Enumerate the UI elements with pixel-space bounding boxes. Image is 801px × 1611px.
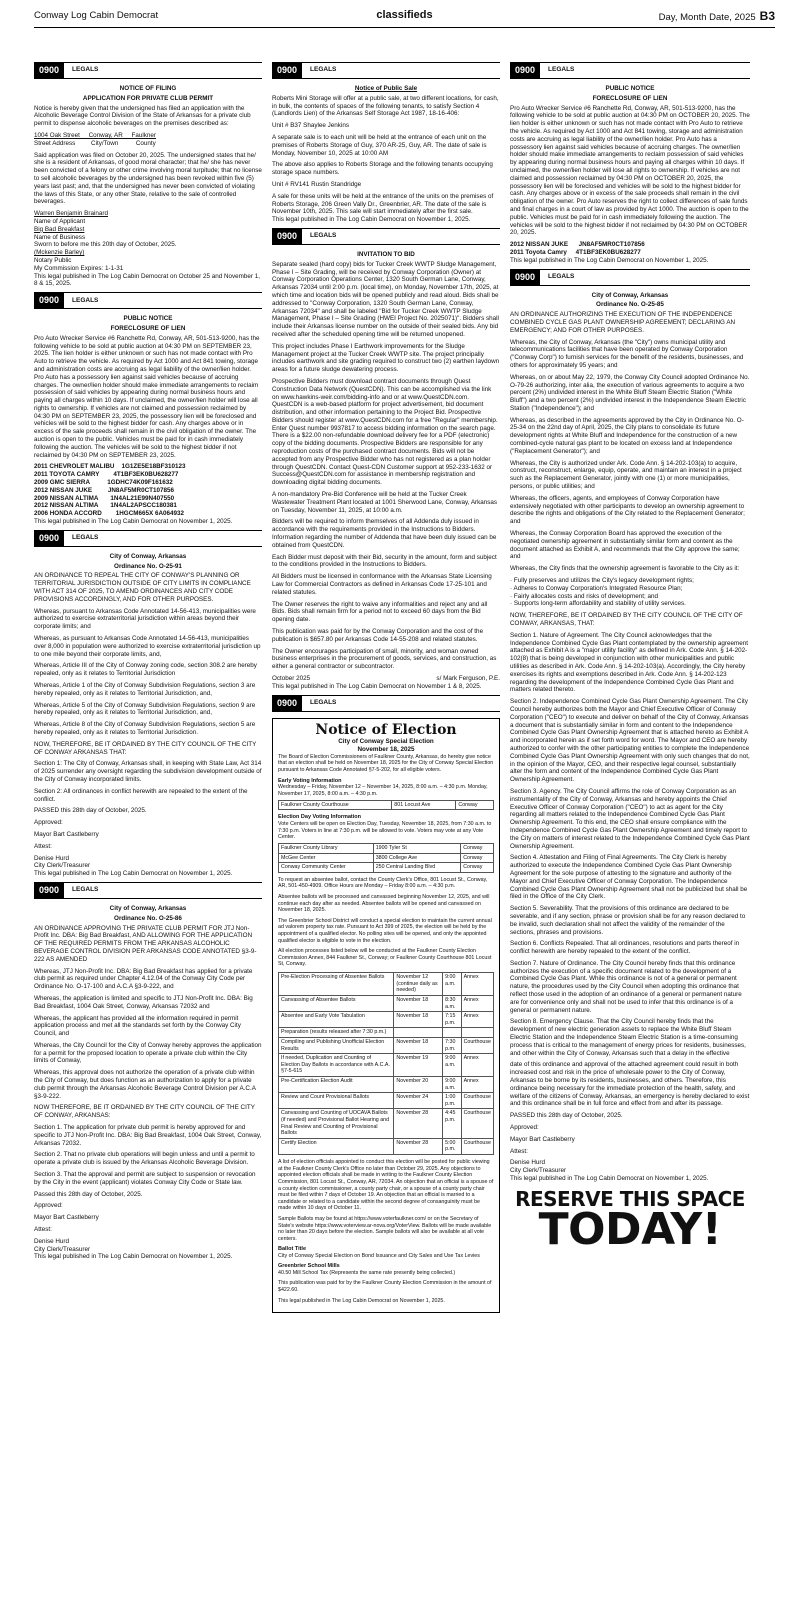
legals-bar: 0900 LEGALS	[34, 62, 262, 79]
column-3	[510, 58, 750, 1255]
section-name: classifieds	[376, 9, 433, 21]
reserve-space-ad[interactable]: RESERVE THIS SPACE TODAY!	[510, 1189, 750, 1251]
notice-foreclosure-sep: PUBLIC NOTICE FORECLOSURE OF LIEN Pro Auto Wrecker Service #6 Ranchette Rd, Conway, AR, 501-513-9200, has the following vehicle to be sold at public auction at 04:30 PM on SEPTEMBER 23, 2025. The lien holder is either unknown or such has not made contact with Pro Auto to retrieve the vehicle. As required by Act 1000 and Act 841 towing, storage and administration costs are accruing as legal liability of the owner/lien holder. Pro Auto has a possessory lien against said vehicles because of accruing charges. The owner/lien holder should make immediate arrangements to reclaim possession of said vehicles by appearing during normal business hours and paying all charges within 10 days. If unclaimed, the owner/lien holder will lose all rights to ownership. If vehicles are not claimed and possession reclaimed by 04:30 PM on SEPTEMBER 23, 2025, the possessory lien will be foreclosed and vehicles will be sold to the highest bidder for cash. Any charges above or in excess of the sale proceeds shall remain in the civil obligation of the owner. The auction is open to the public. Vehicles must be paid for in cash immediately following the auction. The vehicles will be sold to the highest bidder if not reclaimed by 04:30 PM on SEPTEMBER 23, 2025. 2011 CHEVROLET MALIBU 1G1ZE5E18BF310123 2011 TOYOTA CAMRY 4T1BF3EK0BU628277 2009 GMC SIERRA 1GDHC74K09F161632 2012 NISSAN JUKE JN8AF5MR0CT107856 2009 NISSAN ALTIMA 1N4AL21E99N407550 2012 NISSAN ALTIMA 1N4AL2APSCC180381 2006 HONDA ACCORD 1HGCM665X 6A064932 This legal published in The Log Cabin Democrat on November 1, 2025.	[34, 315, 262, 526]
early-voting-table: Faulkner County Courthouse 801 Locust Ave Conway	[278, 800, 494, 811]
notice-private-club: NOTICE OF FILING APPLICATION FOR PRIVATE CLUB PERMIT Notice is hereby given that the undersigned has filed an application with the Alcoholic Beverage Control Division of the State of Arkansas for a private club permit to dispense alcoholic beverages on the premises described as: 1004 Oak Street Conway, AR Faulkner Street Address City/Town County Said application was filed on October 20, 2025. The undersigned states that he/ she is a resident of Arkansas, of good moral character; that he/ she has never been convicted of a felony or other crime involving moral turpitude; that no license to sell alcoholic beverages by the undersigned has been revoked within five (5) years last past; and, that the undersigned has never been convicted of violating the laws of this State, or any other State, relative to the sale of controlled beverages. Warren Benjamin Brainard Name of Applicant Big Bad Breakfast Name of Business Sworn to before me this 20th day of October, 2025. (Mckenzie Barley) Notary Public My Commission Expires: 1-1-31 This legal published in The Log Cabin Democrat on October 25 and November 1, 8 & 15, 2025.	[34, 85, 262, 288]
legals-bar: 0900 LEGALS	[272, 62, 500, 79]
vote-centers-table: Faulkner County Library 1900 Tyler St Conway McGee Center 3800 College Ave Conway Conway Community Center 250 Central Landing Blvd Conway	[278, 843, 494, 873]
legals-bar: 0900 LEGALS	[34, 530, 262, 547]
invitation-to-bid: INVITATION TO BID Separate sealed (hard copy) bids for Tucker Creek WWTP Sludge Management, Phase I – Site Grading, will be received by Conway Corporation (Owner) at Conway Corporation Operations Center, 1320 South German Lane, Conway, Arkansas 72034 until 2:00 p.m. (local time), on Monday, November 17th, 2025, at which time and location bids will be opened publicly and read aloud. Bids shall be addressed to "Conway Corporation, 1320 South German Lane, Conway, Arkansas 72034" and shall be labeled "Bid for Tucker Creek WWTP Sludge Management, Phase I – Site Grading (HWEI Project No. 2025071)". Bidders shall include their Arkansas license number on the outside of their sealed bids. Any bid received after the scheduled opening time will be returned unopened. This project includes Phase I Earthwork improvements for the Sludge Management project at the Tucker Creek WWTP site. The project principally includes earthwork and site grading required to construct two (2) earthen laydown areas for a future sludge dewatering process. Prospective Bidders must download contract documents through Quest Construction Data Network (QuestCDN). This can be accomplished via the link on www.hawkins-weir.com/bidding-info and or at www.QuestCDN.com. QuestCDN is a web-based platform for project advertisement, bid document distribution, and other information pertaining to the Project Bid. Prospective Bidders should register at www.QuestCDN.com for a free "Regular" membership. Enter Quest number 9937817 to access bidding information on the search page. There is a $22.00 non-refundable download delivery fee for a PDF (electronic) copy of the bidding documents. Prospective Bidders are responsible for any reproduction costs of the purchased contract documents. Bids will not be accepted from any Prospective Bidder who has not registered as a plan holder through QuestCDN. Contact Quest-CDN Customer support at 952-233-1632 or Success@QuestCDN.com for assistance in membership registration and downloading digital bidding documents. A non-mandatory Pre-Bid Conference will be held at the Tucker Creek Wastewater Treatment Plant located at 1001 Sherwood Lane, Conway, Arkansas on Tuesday, November 11, 2025, at 10:00 a.m. Bidders will be required to inform themselves of all Addenda duly issued in accordance with the requirements provided in the Instructions to Bidders. Information regarding the number of Addenda that have been duly issued can be obtained from QuestCDN. Each Bidder must deposit with their Bid, security in the amount, form and subject to the conditions provided in the Instructions to Bidders. All Bidders must be licensed in conformance with the Arkansas State Licensing Law for Commercial Contractors as defined in Arkansas Code 17-25-101 and related statutes. The Owner reserves the right to waive any informalities and reject any and all Bids. Bids shall remain firm for a period not to exceed 60 days from the Bid opening date. This publication was paid for by the Conway Corporation and the cost of the publication is $657.80 per Arkansas Code 14-55-208 and related statutes. The Owner encourages participation of small, minority, and woman owned business enterprises in the procurement of goods, services, and construction, as either a general contractor or subcontractor. October 2025 s/ Mark Ferguson, P.E. This legal published in The Log Cabin Democrat on November 1 & 8, 2025.	[272, 250, 500, 690]
header-date: Day, Month Date, 2025 B3	[658, 9, 775, 23]
notice-of-election: Notice of Election City of Conway Special Election November 18, 2025 The Board of Election Commissioners of Faulkner County, Arkansas, do hereby give notice that an election shall be held on November 18, 2025 for the City of Conway Special Election pursuant to Arkansas Code Annotated §7-5-202, for all eligible voters. Early Voting Information Wednesday – Friday, November 12 – November 14, 2025, 8:00 a.m. – 4:30 p.m. Monday, November 17, 2025, 8:00 a.m. – 4:30 p.m. Faulkner County Courthouse 801 Locust Ave Conway Election Day Voting Information Vote Centers will be open on Election Day, Tuesday, November 18, 2025, from 7:30 a.m. to 7:30 p.m. Voters in line at 7:30 p.m. will be allowed to vote. Voters may vote at any Vote Center. Faulkner County Library 1900 Tyler St Conway McGee Center 3800 College Ave Conway Conway Community Center 250 Central Landing Blvd Conway To request an absentee ballot, contact the County Clerk's Office, 801 Locust St., Conway, AR, 501-450-4909. Office Hours are Monday – Friday 8:00 a.m. – 4:30 p.m. Absentee ballots will be processed and canvassed beginning November 12, 2025, and will continue each day after as needed. Absentee ballots will be opened and canvassed on November 18, 2025. The Greenbrier School District will conduct a special election to maintain the current annual ad valorem property tax rate. Pursuant to Act 399 of 2025, the election will be held by the appointment of a qualified elector. No polling sites will be opened, and only the appointed qualified elector is eligible to vote in the election. All election processes listed below will be conducted at the Faulkner County Election Commission Annex, 844 Faulkner St., Conway; or Faulkner County Courthouse 801 Locust St, Conway. Pre-Election Processing of Absentee Ballots November 12 (continue daily as needed) 9:00 a.m. Annex Canvassing of Absentee Ballots November 18 8:30 a.m. Annex Absentee and Early Vote Tabulation November 18 7:15 p.m. Annex Preparation (results released after 7:30 p.m.) Compiling and Publishing Unofficial Election Results November 18 7:30 p.m. Courthouse If needed, Duplication and Counting of Election Day Ballots in accordance with A.C.A. §7-5-615 November 19 9:00 a.m. Annex Pre-Certification Election Audit November 20 9:00 a.m. Annex Review and Count Provisional Ballots November 24 1:00 p.m. Courthouse Canvassing and Counting of UOCAVA Ballots (if needed) and Provisional Ballot Hearing and Final Review and Counting of Provisional Ballots November 28 4:45 p.m. Courthouse Certify Election November 28 5:00 p.m. Courthouse A list of election officials appointed to conduct this election will be posted for public viewing at the Faulkner County Clerk's Office no later than October 29, 2025. Any objections to appointed election officials shall be made in writing to the Faulkner County Election Commission, 801 Locust St., Conway, AR, 72034. An objection that an official is a spouse of a county election commissioner, a county party chair, or a spouse of a county party chair must be filed within 7 days of October 19. An objection that an official is married to a candidate or related to a candidate within the second degree of consanguinity must be made within 10 days of October 11. Sample Ballots may be found at https://www.voterfaulkner.com/ or on the Secretary of State's website https://www.voterview.ar-nova.org/VoterView. Ballots will be made available no later than 20 days before the election. Sample ballots will also be available at all vote centers. Ballot Title City of Conway Special Election on Bond Issuance and City Sales and Use Tax Levies Greenbrier School Mills 40.50 Mill School Tax (Represents the same rate presently being collected.) This publication was paid for by the Faulkner County Election Commission in the amount of $422.60. This legal published in The Log Cabin Democrat on November 1, 2025.	[272, 718, 500, 1314]
legals-bar: 0900 LEGALS	[510, 62, 750, 79]
ordinance-o-25-85: City of Conway, Arkansas Ordinance No. O-25-85 AN ORDINANCE AUTHORIZING THE EXECUTION OF THE INDEPENDENCE COMBINED CYCLE GAS PLANT OWNERSHIP AGREEMENT; DECLARING AN EMERGENCY; AND FOR OTHER PURPOSES. Whereas, the City of Conway, Arkansas (the "City") owns municipal utility and telecommunications facilities that have been operated by Conway Corporation ("Conway Corp") to furnish services for the benefit of the residents, businesses, and others for approximately 95 years; and Whereas, on or about May 22, 1979, the Conway City Council adopted Ordinance No. O-79-26 authorizing, inter alia, the execution of various agreements to acquire a two percent (2%) undivided interest in the White Bluff Steam Electric Station ("White Bluff") and a two percent (2%) undivided interest in the Independence Steam Electric Station ("Independence"); and Whereas, as described in the agreements approved by the City in Ordinance No. O-25-34 on the 22nd day of April, 2025, the City plans to consolidate its future development rights at White Bluff and Independence for the construction of a new combined-cycle natural gas plant to be located on excess land at Independence ("Replacement Generator"); and Whereas, the City is authorized under Ark. Code Ann. § 14-202-103(a) to acquire, construct, reconstruct, enlarge, equip, operate, and maintain an interest in a project such as the Replacement Generator, jointly with one (1) or more municipalities, persons, or public utilities; and Whereas, the officers, agents, and employees of Conway Corporation have extensively negotiated with other participants to develop an ownership agreement to describe the rights and obligations of the City related to the Replacement Generator; and Whereas, the Conway Corporation Board has approved the execution of the negotiated ownership agreement in substantially similar form and content as the document attached as Exhibit A, and recommends that the City approve the same; and Whereas, the City finds that the ownership agreement is favorable to the City as it: · Fully preserves and utilizes the City's legacy development rights; · Adheres to Conway Corporation's Integrated Resource Plan; · Fairly allocates costs and risks of development; and · Supports long-term affordability and stability of utility services. NOW, THEREFORE, BE IT ORDAINED BY THE CITY COUNCIL OF THE CITY OF CONWAY, ARKANSAS, THAT: Section 1. Nature of Agreement. The City Council acknowledges that the Independence Combined Cycle Gas Plant contemplated by the ownership agreement attached as Exhibit A is a "major utility facility" as defined in Ark. Code Ann. § 14-202-102(8) that is being developed in conjunction with other municipalities and public utilities as described in Ark. Code Ann. § 14-202-103(a). Accordingly, the City hereby exercises its rights and exemptions described in Ark. Code Ann. § 14-202-123 regarding the development of the Independence Combined Cycle Gas Plant and matters related thereto. Section 2. Independence Combined Cycle Gas Plant Ownership Agreement. The City Council hereby authorizes both the Mayor and Chief Executive Officer of Conway Corporation ("CEO") to execute and deliver on behalf of the City of Conway, Arkansas a document that is substantially similar in form and content to the Independence Combined Cycle Gas Plant Ownership Agreement that is attached hereto as Exhibit A and incorporated herein as if set forth word for word. The Mayor and CEO are hereby authorized to confer with the other participating entities to complete the Independence Combined Cycle Gas Plant Ownership Agreement with only such changes that do not, in the opinion of the Mayor, CEO, and their respective legal counsel, substantially alter the form and content of the Independence Combined Cycle Gas Plant Ownership Agreement. Section 3. Agency. The City Council affirms the role of Conway Corporation as an instrumentality of the City of Conway, Arkansas and hereby appoints the Chief Executive Officer of Conway Corporation ("CEO") to act as agent for the City regarding all matters related to the Independence Combined Cycle Gas Plant Ownership Agreement. To this end, the CEO shall ensure compliance with the Independence Combined Cycle Gas Plant Ownership Agreement and timely report to the City on matters of interest related to the Independence Combined Cycle Gas Plant Ownership Agreement. Section 4. Attestation and Filing of Final Agreements. The City Clerk is hereby authorized to execute the Independence Combined Cycle Gas Plant Ownership Agreement for the sole purpose of attesting to the signature and authority of the Mayor and Chief Executive Officer of Conway Corporation. The Independence Combined Cycle Gas Plant Ownership Agreement shall not be publicized but shall be filed in the Office of the City Clerk. Section 5. Severability. That the provisions of this ordinance are declared to be severable, and if any section, phrase or provision shall be for any reason declared to be invalid, such declaration shall not affect the validity of the remainder of the sections, phrases and provisions. Section 6. Conflicts Repealed. That all ordinances, resolutions and parts thereof in conflict herewith are hereby repealed to the extent of the conflict. Section 7. Nature of Ordinance. The City Council hereby finds that this ordinance authorizes the execution of a specific document related to the development of a Combined Cycle Gas Plant. While this ordinance is not of a general or permanent nature, the procedures used by the City Council when adopting this ordinance that reflect those used in the adoption of an ordinance of a general or permanent nature are for convenience only and shall not be used to infer that this ordinance is of a general or permanent nature. Section 8. Emergency Clause. That the City Council hereby finds that the development of new electric generation assets to replace the White Bluff Steam Electric Station and the Independence Steam Electric Station is a time-consuming process that is critical to the management of energy prices for residents, businesses, and other within the City of Conway, Arkansas such that a delay in the effective date of this ordinance and approval of the attached agreement could result in both increased cost and risk in the price of wholesale power to the City of Conway, Arkansas to be borne by its residents, businesses, and others. Therefore, this ordinance being necessary for the immediate protection of the health, safety, and welfare of the citizens of Conway, Arkansas, an emergency is hereby declared to exist and this ordinance shall be in full force and effect from and after its passage. PASSED this 28th day of October, 2025. Approved: Mayor Bart Castleberry Attest: Denise Hurd City Clerk/Treasurer This legal published in The Log Cabin Democrat on November 1, 2025.	[510, 291, 750, 1183]
vehicle-list: 2012 NISSAN JUKE JN8AF5MR0CT107856 2011 Toyota Camry 4T1BF3EK0BU628277	[510, 241, 645, 256]
page-header	[34, 4, 775, 28]
legals-bar: 0900 LEGALS	[272, 695, 500, 712]
notice-public-sale: Notice of Public Sale Roberts Mini Storage will offer at a public sale, at two different locations, for cash, in bulk, the contents of spaces of the following tenants, to satisfy Section 4 (Landlords Lien) of the Arkansas Self Storage Act 1987, 18-16-406: Unit # B37 Shaylee Jenkins A separate sale is to each unit will be held at the entrance of each unit on the premises of Roberts Storage of Guy, 370 AR-25, Guy, AR. The date of sale is Monday, November 10, 2025 at 10:00 AM The above also applies to Roberts Storage and the following tenants occupying storage space numbers. Unit # RV141 Rustin Standridge A sale for these units will be held at the entrance of the units on the premises of Roberts Storage, 206 Green Vally Dr., Greenbrier, AR. The date of the sale is November 10th, 2025. This sale will start immediately after the first sale. This legal published in The Log Cabin Democrat on November 1, 2025.	[272, 85, 499, 224]
vehicle-list: 2011 CHEVROLET MALIBU 1G1ZE5E18BF310123 2011 TOYOTA CAMRY 4T1BF3EK0BU628277 2009 GMC SIERRA 1GDHC74K09F161632 2012 NISSAN JUKE JN8AF5MR0CT107856 2009 NISSAN ALTIMA 1N4AL21E99N407550 2012 NISSAN ALTIMA 1N4AL2APSCC180381 2006 HONDA ACCORD 1HGCM665X 6A064932	[34, 463, 186, 518]
column-2	[272, 58, 500, 1313]
ordinance-o-25-86: City of Conway, Arkansas Ordinance No. O-25-86 AN ORDINANCE APPROVING THE PRIVATE CLUB PERMIT FOR JTJ Non-Profit Inc. DBA: Big Bad Breakfast, AND ALLOWING FOR THE APPLICATION OF THE REQUIRED PERMITS FROM THE ARKANSAS ALCOHOLIC BEVERAGE CONTROL DIVISION PER ARKANSAS CODE ANNOTATED §3-9-222 AS AMENDED Whereas, JTJ Non-Profit Inc. DBA: Big Bad Breakfast has applied for a private club permit as required under Chapter 4.12.04 of the Conway City Code per Ordinance No. O-17-100 and A.C.A §3-9-222, and Whereas, the application is limited and specific to JTJ Non-Profit Inc. DBA: Big Bad Breakfast, 1004 Oak Street, Conway, Arkansas 72032 and Whereas, the applicant has provided all the information required in permit application process and met all the standards set forth by the Conway City Council, and Whereas, the City Council for the City of Conway hereby approves the application for a permit for the proposed location to operate a private club within the City limits of Conway, Whereas, this approval does not authorize the operation of a private club within the City of Conway, but does function as an authorization to apply for a private club permit through the Arkansas Alcoholic Beverage Control Division per A.C.A §3-9-222. NOW THEREFORE, BE IT ORDAINED BY THE CITY COUNCIL OF THE CITY OF CONWAY, ARKANSAS: Section 1. The application for private club permit is hereby approved for and specific to JTJ Non-Profit Inc. DBA: Big Bad Breakfast, 1004 Oak Street, Conway, Arkansas 72032. Section 2. That no private club operations will begin unless and until a permit to operate a private club is issued by the Arkansas Alcoholic Beverage Division. Section 3. That the approval and permit are subject to suspension or revocation by the City in the event (applicant) violates Conway City Code or State law. Passed this 28th day of October, 2025. Approved: Mayor Bart Castleberry Attest: Denise Hurd City Clerk/Treasurer This legal published in The Log Cabin Democrat on November 1, 2025.	[34, 904, 262, 1261]
election-process-table: Pre-Election Processing of Absentee Ballots November 12 (continue daily as needed) 9:00 a.m. Annex Canvassing of Absentee Ballots November 18 8:30 a.m. Annex Absentee and Early Vote Tabulation November 18 7:15 p.m. Annex Preparation (results released after 7:30 p.m.) Compiling and Publishing Unofficial Election Results November 18 7:30 p.m. Courthouse If needed, Duplication and Counting of Election Day Ballots in accordance with A.C.A. §7-5-615 November 19 9:00 a.m. Annex Pre-Certification Election Audit November 20 9:00 a.m. Annex Review and Count Provisional Ballots November 24 1:00 p.m. Courthouse Canvassing and Counting of UOCAVA Ballots (if needed) and Provisional Ballot Hearing and Final Review and Counting of Provisional Ballots November 28 4:45 p.m. Courthouse Certify Election November 28 5:00 p.m. Courthouse	[278, 972, 494, 1155]
ordinance-o-25-91: City of Conway, Arkansas Ordinance No. O-25-91 AN ORDINANCE TO REPEAL THE CITY OF CONWAY'S PLANNING OR TERRITORIAL JURISDICTION OUTSIDE OF CITY LIMITS IN COMPLIANCE WITH ACT 314 OF 2025, TO AMEND ORDINANCES AND CITY CODE PROVISIONS ACCORDINGLY, AND FOR OTHER PURPOSES. Whereas, pursuant to Arkansas Code Annotated 14-56-413, municipalities were authorized to exercise extraterritorial jurisdiction within areas beyond their corporate limits; and Whereas, as pursuant to Arkansas Code Annotated 14-56-413, municipalities over 8,000 in population were authorized to exercise extraterritorial jurisdiction up to one mile beyond their corporate limits, and, Whereas, Article III of the City of Conway zoning code, section 308.2 are hereby repealed, only as it relates to Territorial Jurisdiction Whereas, Article 1 of the City of Conway Subdivision Regulations, section 3 are hereby repealed, only as it relates to Territorial Jurisdiction, and, Whereas, Article 5 of the City of Conway Subdivision Regulations, section 9 are hereby repealed, only as it relates to Territorial Jurisdiction, and, Whereas, Article 8 of the City of Conway Subdivision Regulations, section 5 are hereby repealed, only as it relates to Territorial Jurisdiction. NOW, THEREFORE, BE IT ORDAINED BY THE CITY COUNCIL OF THE CITY OF CONWAY ARKANSAS THAT: Section 1: The City of Conway, Arkansas shall, in keeping with State Law, Act 314 of 2025 surrender any oversight regarding the subdivision development outside of the City of Conway incorporated limits. Section 2: All ordinances in conflict herewith are repealed to the extent of the conflict. PASSED this 28th day of October, 2025. Approved: Mayor Bart Castleberry Attest: Denise Hurd City Clerk/Treasurer This legal published in The Log Cabin Democrat on November 1, 2025.	[34, 552, 262, 878]
page-number: B3	[759, 9, 775, 23]
publication-name: Conway Log Cabin Democrat	[34, 10, 159, 21]
legals-bar: 0900 LEGALS	[510, 269, 750, 286]
legals-bar: 0900 LEGALS	[34, 882, 262, 899]
column-1	[34, 58, 262, 1265]
legals-bar: 0900 LEGALS	[272, 228, 500, 245]
legals-bar: 0900 LEGALS	[34, 292, 262, 309]
notice-foreclosure-oct: PUBLIC NOTICE FORECLOSURE OF LIEN Pro Auto Wrecker Service #6 Ranchette Rd, Conway, AR, 501-513-9200, has the following vehicle to be sold at public auction at 04:30 PM on OCTOBER 20, 2025. The lien holder is either unknown or such has not made contact with Pro Auto to retrieve the vehicle. As required by Act 1000 and Act 841 towing, storage and administration costs are accruing as legal liability of the owner/lien holder. Pro Auto has a possessory lien against said vehicles because of accruing charges. The owner/lien holder should make immediate arrangements to reclaim possession of said vehicles by appearing during normal business hours and paying all charges within 10 days. If unclaimed, the owner/lien holder will lose all rights to ownership. If vehicles are not claimed and possession reclaimed by 04:30 PM on OCTOBER 20, 2025, the possessory lien will be foreclosed and vehicles will be sold to the highest bidder for cash. Any charges above or in excess of the sale proceeds shall remain in the civil obligation of the owner. Pro Auto reserves the right to collect differences of sale funds and final charges in a court of law as provided by Act 1000. The auction is open to the public. Vehicles must be paid for in cash immediately following the auction. The vehicles will be sold to the highest bidder if not reclaimed by 04:30 PM on OCTOBER 20, 2025. 2012 NISSAN JUKE JN8AF5MR0CT107856 2011 Toyota Camry 4T1BF3EK0BU628277 This legal published in The Log Cabin Democrat on November 1, 2025.	[510, 85, 750, 264]
